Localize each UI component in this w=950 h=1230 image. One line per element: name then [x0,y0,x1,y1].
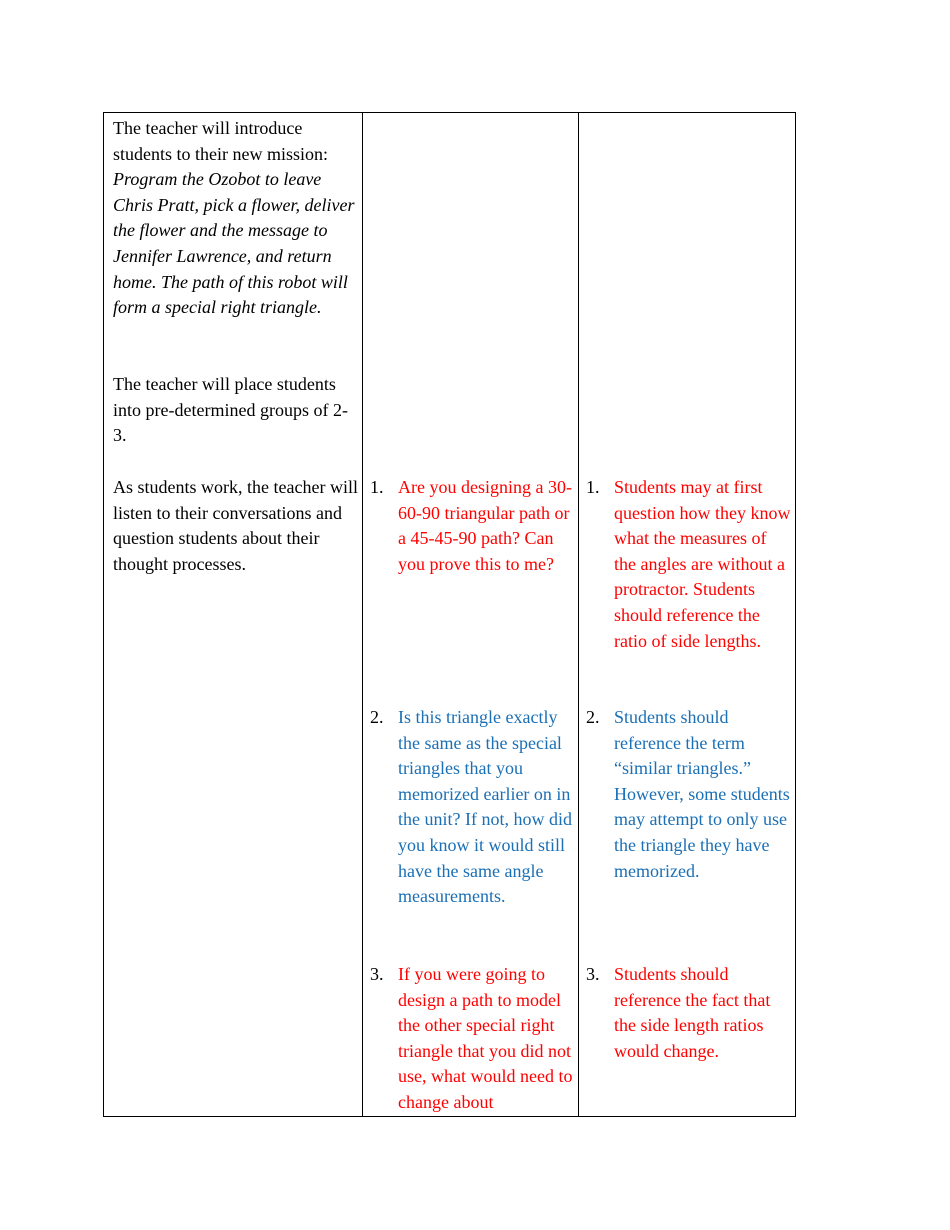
question-text: If you were going to design a path to model the other special right triangle that you did not use, what would need to change about [398,964,573,1112]
lesson-plan-table [103,112,796,1117]
listen-paragraph: As students work, the teacher will listen to their conversations and question students about their thought processes. [113,477,358,574]
mission-text: Program the Ozobot to leave Chris Pratt, pick a flower, deliver the flower and the message to Jennifer Lawrence, and return home. The path of this robot will form a special right triangle. [113,169,355,318]
response-text: Students may at first question how they know what the measures of the angles are without a protractor. Students should reference the ratio of side lengths. [614,477,791,651]
response-number: 3. [586,964,600,984]
intro-text: The teacher will introduce students to their new mission: [113,118,328,164]
response-text: Students should reference the term “similar triangles.” However, some students may attempt to only use the triangle they have memorized. [614,707,790,881]
response-number: 2. [586,707,600,727]
response-item-3 [586,962,791,1064]
questions-cell [363,113,579,1117]
responses-cell [579,113,796,1117]
groups-paragraph: The teacher will place students into pre-determined groups of 2-3. [113,374,348,446]
response-text: Students should reference the fact that the side length ratios would change. [614,964,771,1061]
question-text: Are you designing a 30-60-90 triangular path or a 45-45-90 path? Can you prove this to me? [398,477,572,574]
teacher-actions-cell [104,113,363,1117]
question-text: Is this triangle exactly the same as the special triangles that you memorized earlier on in the unit? If not, how did you know it would still have the same angle measurements. [398,707,572,907]
intro-paragraph [113,116,359,321]
question-number: 1. [370,477,384,497]
question-item-3 [370,962,574,1116]
question-number: 3. [370,964,384,984]
question-item-1 [370,475,574,577]
question-number: 2. [370,707,384,727]
question-item-2 [370,705,574,910]
response-item-2 [586,705,791,884]
response-number: 1. [586,477,600,497]
response-item-1 [586,475,791,654]
